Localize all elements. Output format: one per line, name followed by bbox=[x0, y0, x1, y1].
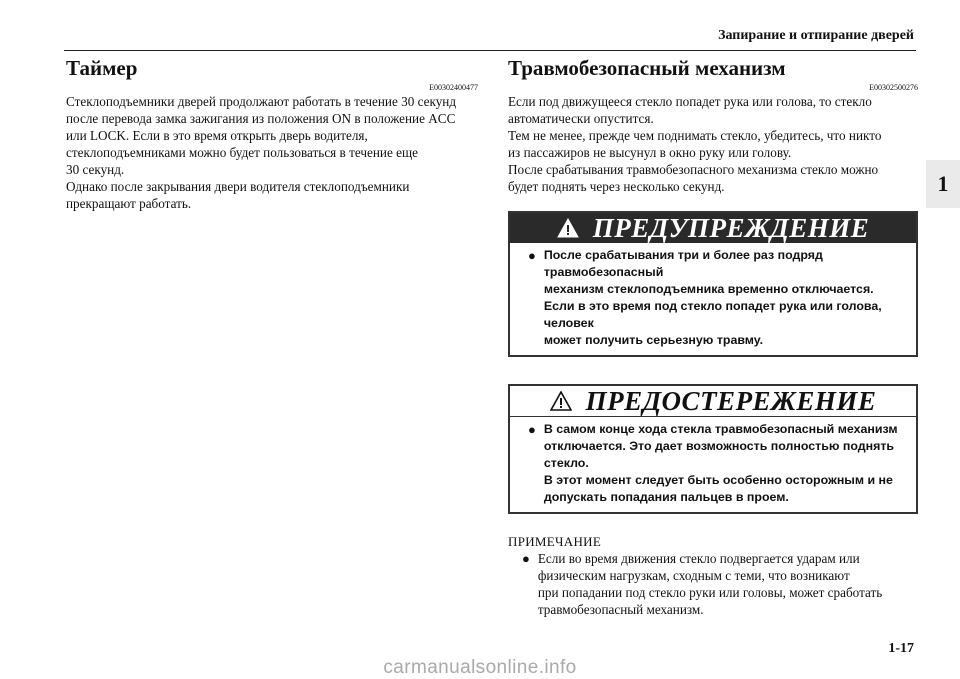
text-line: В самом конце хода стекла травмобезопасный механизм bbox=[543, 422, 898, 436]
text-line: 30 секунд. bbox=[66, 162, 125, 177]
text-line: После срабатывания три и более раз подряд травмобезопасный bbox=[543, 248, 823, 279]
note-text bbox=[538, 550, 882, 618]
warning-header bbox=[510, 213, 916, 243]
watermark: carmanualsonline.info bbox=[383, 656, 577, 678]
bullet: ● bbox=[528, 422, 536, 437]
text-line: Тем не менее, прежде чем поднимать стекло, убедитесь, что никто bbox=[508, 128, 882, 143]
text-line: травмобезопасный механизм. bbox=[537, 602, 704, 617]
text-line: будет поднять через несколько секунд. bbox=[508, 179, 725, 194]
text-line: После срабатывания травмобезопасного механизма стекло можно bbox=[508, 162, 879, 177]
caution-item bbox=[510, 417, 916, 506]
text-line: отключается. Это дает возможность полностью поднять стекло. bbox=[543, 439, 895, 470]
section-code: E00302500276 bbox=[869, 83, 918, 92]
text-line: Если во время движения стекло подвергается ударам или bbox=[537, 551, 860, 566]
text-line: Стеклоподъемники дверей продолжают работать в течение 30 секунд bbox=[66, 94, 457, 109]
chapter-tab: 1 bbox=[926, 160, 960, 208]
caution-header bbox=[510, 386, 916, 417]
warning-text bbox=[544, 247, 906, 349]
text-line: из пассажиров не высунул в окно руку или голову. bbox=[508, 145, 792, 160]
text-line: Если в это время под стекло попадет рука или голова, человек bbox=[543, 299, 882, 330]
note-label: ПРИМЕЧАНИЕ bbox=[508, 534, 602, 549]
warning-box bbox=[508, 211, 918, 357]
text-line: допускать попадания пальцев в проем. bbox=[543, 490, 789, 504]
warning-triangle-icon bbox=[550, 391, 572, 411]
caution-label: ПРЕДОСТЕРЕЖЕНИЕ bbox=[585, 385, 877, 416]
page-header-title: Запирание и отпирание дверей bbox=[718, 28, 914, 43]
section-code: E00302400477 bbox=[429, 83, 478, 92]
warning-triangle-icon bbox=[557, 218, 579, 238]
page-number: 1-17 bbox=[888, 641, 914, 656]
right-column bbox=[508, 55, 918, 618]
header-divider bbox=[64, 50, 916, 51]
text-line: автоматически опустится. bbox=[508, 111, 654, 126]
warning-item bbox=[510, 243, 916, 349]
text-line: при попадании под стекло руки или головы, может сработать bbox=[537, 585, 883, 600]
left-column bbox=[66, 55, 478, 212]
text-line: В этот момент следует быть особенно осторожным и не bbox=[543, 473, 893, 487]
section-title-timer: Таймер bbox=[66, 56, 138, 80]
caution-text bbox=[544, 421, 906, 506]
text-line: после перевода замка зажигания из положения ON в положение ACC bbox=[66, 111, 456, 126]
text-line: стеклоподъемниками можно будет пользоваться в течение еще bbox=[66, 145, 418, 160]
text-line: прекращают работать. bbox=[66, 196, 192, 211]
note-section bbox=[508, 534, 918, 618]
bullet: ● bbox=[528, 248, 536, 263]
bullet: ● bbox=[522, 551, 530, 566]
timer-body bbox=[66, 93, 478, 212]
text-line: может получить серьезную травму. bbox=[543, 333, 764, 347]
text-line: или LOCK. Если в это время открыть дверь водителя, bbox=[66, 128, 368, 143]
caution-box bbox=[508, 384, 918, 514]
note-item bbox=[508, 550, 918, 618]
text-line: физическим нагрузкам, сходным с теми, что возникают bbox=[537, 568, 850, 583]
text-line: механизм стеклоподъемника временно отключается. bbox=[543, 282, 874, 296]
text-line: Однако после закрывания двери водителя стеклоподъемники bbox=[66, 179, 410, 194]
warning-label: ПРЕДУПРЕЖДЕНИЕ bbox=[592, 212, 870, 243]
section-title-anti-pinch: Травмобезопасный механизм bbox=[508, 56, 786, 80]
anti-pinch-body bbox=[508, 93, 918, 195]
text-line: Если под движущееся стекло попадет рука или голова, то стекло bbox=[508, 94, 872, 109]
